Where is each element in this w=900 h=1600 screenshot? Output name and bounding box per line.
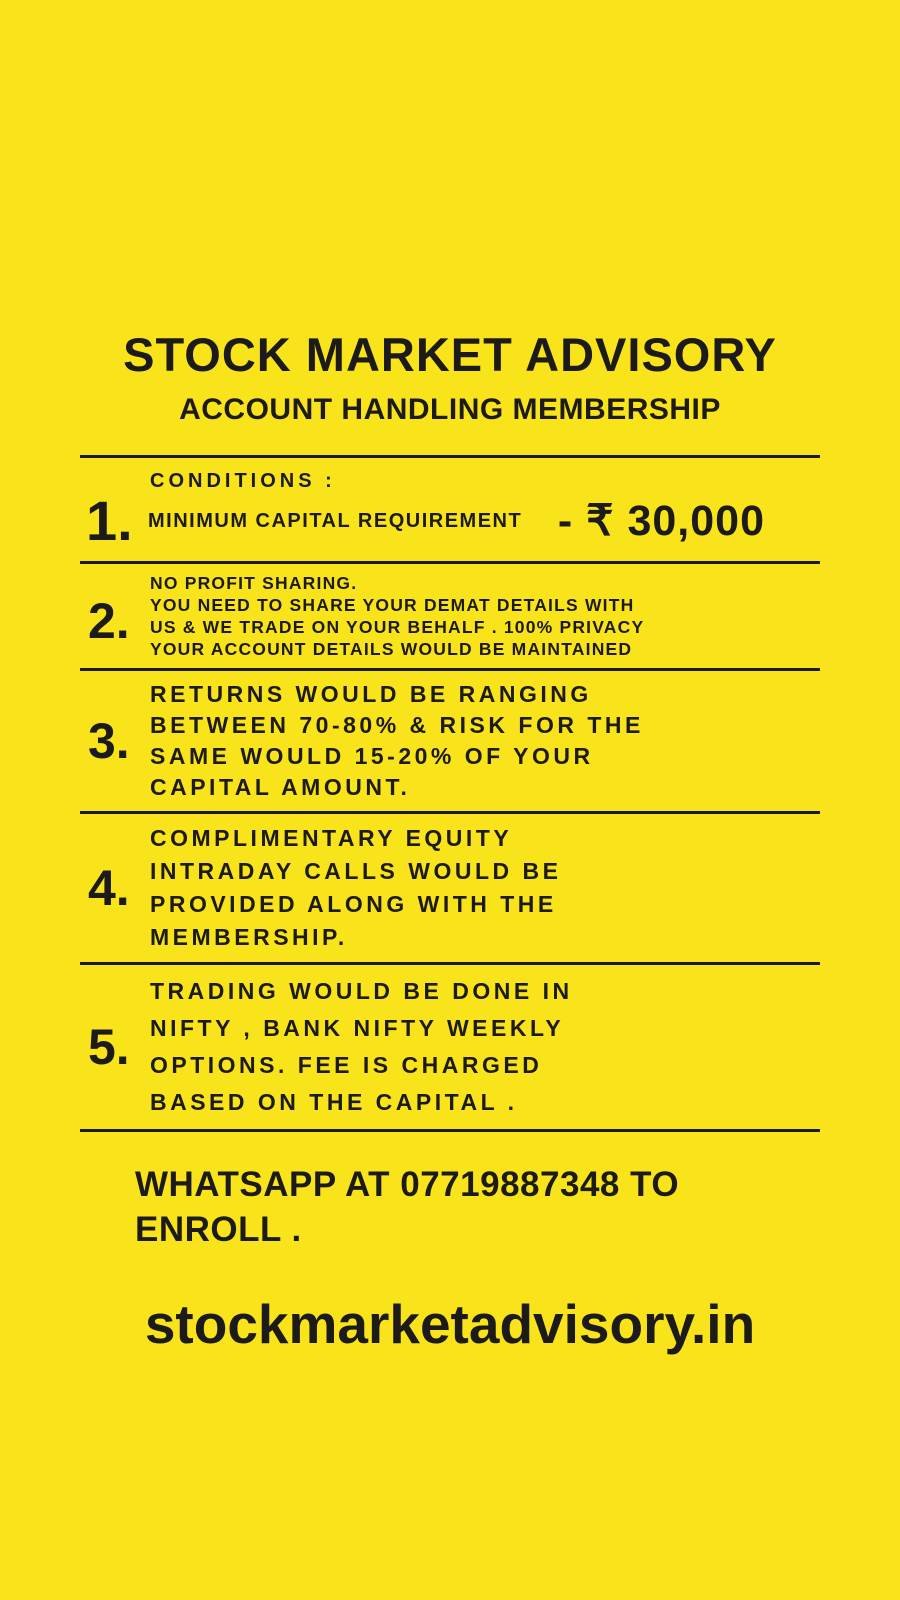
- divider: [80, 1129, 820, 1132]
- item-text: MEMBERSHIP.: [150, 924, 348, 951]
- item-text: BETWEEN 70-80% & RISK FOR THE: [150, 712, 644, 739]
- item-text: BASED ON THE CAPITAL .: [150, 1089, 518, 1116]
- header: [0, 0, 900, 427]
- condition-item-2: [80, 564, 820, 668]
- condition-item-4: [80, 814, 820, 962]
- page-subtitle: ACCOUNT HANDLING MEMBERSHIP: [179, 393, 721, 427]
- item-number: 2.: [88, 593, 130, 650]
- item-text: COMPLIMENTARY EQUITY: [150, 825, 513, 852]
- item-text: NIFTY , BANK NIFTY WEEKLY: [150, 1015, 565, 1042]
- page-title: STOCK MARKET ADVISORY: [123, 328, 777, 381]
- item-text: PROVIDED ALONG WITH THE: [150, 891, 557, 918]
- item-number: 3.: [88, 713, 130, 770]
- item-text: RETURNS WOULD BE RANGING: [150, 681, 592, 708]
- item-text: US & WE TRADE ON YOUR BEHALF . 100% PRIVACY: [150, 617, 645, 638]
- whatsapp-enroll-text: [135, 1162, 820, 1252]
- item-text: INTRADAY CALLS WOULD BE: [150, 858, 562, 885]
- item-text: OPTIONS. FEE IS CHARGED: [150, 1052, 543, 1079]
- item-text: CAPITAL AMOUNT.: [150, 774, 411, 801]
- item-number: 4.: [88, 860, 130, 917]
- item-text: SAME WOULD 15-20% OF YOUR: [150, 743, 594, 770]
- whatsapp-line-1: WHATSAPP AT 07719887348 TO: [135, 1165, 680, 1205]
- condition-item-3: [80, 671, 820, 811]
- condition-item-1: [80, 470, 820, 561]
- item-number: 5.: [88, 1019, 130, 1076]
- divider: [80, 455, 820, 458]
- condition-item-5: [80, 965, 820, 1129]
- conditions-label: CONDITIONS :: [150, 470, 336, 493]
- item-text: TRADING WOULD BE DONE IN: [150, 978, 573, 1005]
- item-text: YOU NEED TO SHARE YOUR DEMAT DETAILS WITH: [150, 595, 635, 616]
- whatsapp-line-2: ENROLL .: [135, 1210, 302, 1250]
- item-number: 1.: [86, 489, 133, 553]
- capital-amount: - ₹ 30,000: [557, 497, 765, 546]
- item-text: NO PROFIT SHARING.: [150, 573, 358, 594]
- item-text: YOUR ACCOUNT DETAILS WOULD BE MAINTAINED: [150, 639, 633, 660]
- website-url: stockmarketadvisory.in: [144, 1293, 756, 1356]
- item-text: MINIMUM CAPITAL REQUIREMENT: [148, 509, 523, 532]
